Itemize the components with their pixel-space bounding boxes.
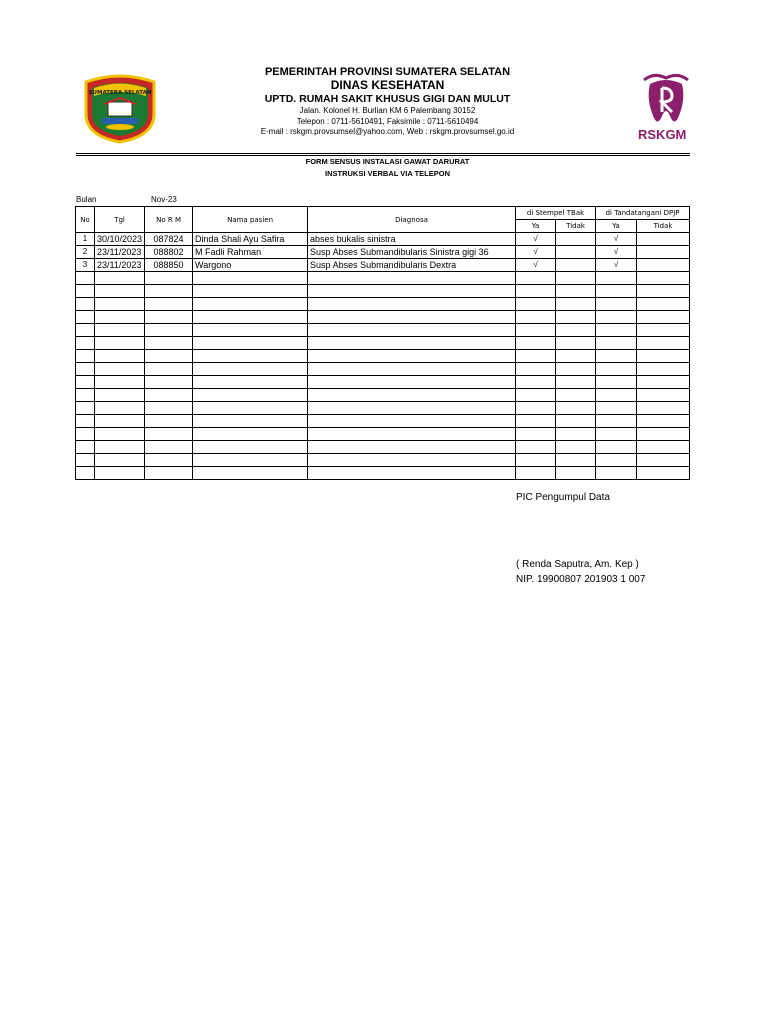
cell-tgl xyxy=(95,311,145,324)
cell-nama: M Fadli Rahman xyxy=(193,246,308,259)
cell-diagnosa xyxy=(308,272,516,285)
cell-rm: 088802 xyxy=(145,246,193,259)
cell-stempel-ya xyxy=(516,389,556,402)
cell-stempel-tidak xyxy=(556,272,596,285)
header-dpjp-tidak: Tidak xyxy=(637,220,690,233)
empty-table-row xyxy=(76,350,690,363)
cell-diagnosa xyxy=(308,454,516,467)
cell-stempel-tidak xyxy=(556,350,596,363)
cell-dpjp-tidak xyxy=(637,311,690,324)
cell-dpjp-tidak xyxy=(637,428,690,441)
header-no-rm: No R M xyxy=(145,207,193,233)
cell-tgl xyxy=(95,402,145,415)
cell-rm xyxy=(145,298,193,311)
cell-no: 3 xyxy=(76,259,95,272)
hospital-address: Jalan. Kolonel H. Burlian KM 6 Palembang 30152 xyxy=(299,106,476,115)
cell-diagnosa xyxy=(308,285,516,298)
form-title: FORM SENSUS INSTALASI GAWAT DARURAT xyxy=(305,157,470,166)
cell-nama: Dinda Shali Ayu Safira xyxy=(193,233,308,246)
table-row xyxy=(76,259,690,272)
cell-nama xyxy=(193,350,308,363)
cell-nama xyxy=(193,441,308,454)
cell-diagnosa xyxy=(308,467,516,480)
header-stempel-group: di Stempel TBak xyxy=(516,207,596,220)
cell-dpjp-tidak xyxy=(637,324,690,337)
cell-stempel-tidak xyxy=(556,402,596,415)
cell-dpjp-ya: √ xyxy=(596,259,637,272)
empty-table-row xyxy=(76,441,690,454)
table-row xyxy=(76,246,690,259)
cell-rm xyxy=(145,311,193,324)
cell-diagnosa xyxy=(308,441,516,454)
cell-rm xyxy=(145,285,193,298)
cell-nama xyxy=(193,363,308,376)
cell-stempel-ya xyxy=(516,363,556,376)
cell-stempel-ya xyxy=(516,415,556,428)
cell-nama xyxy=(193,415,308,428)
cell-nama xyxy=(193,454,308,467)
header-tgl: Tgl xyxy=(95,207,145,233)
cell-no xyxy=(76,350,95,363)
cell-dpjp-tidak xyxy=(637,376,690,389)
cell-stempel-tidak xyxy=(556,285,596,298)
cell-stempel-ya xyxy=(516,337,556,350)
empty-table-row xyxy=(76,311,690,324)
cell-diagnosa: Susp Abses Submandibularis Dextra xyxy=(308,259,516,272)
government-name: PEMERINTAH PROVINSI SUMATERA SELATAN xyxy=(264,66,511,78)
cell-no xyxy=(76,324,95,337)
cell-nama xyxy=(193,298,308,311)
cell-no xyxy=(76,285,95,298)
cell-no xyxy=(76,363,95,376)
cell-tgl xyxy=(95,363,145,376)
cell-nama xyxy=(193,389,308,402)
form-subtitle: INSTRUKSI VERBAL VIA TELEPON xyxy=(324,169,450,178)
cell-dpjp-ya xyxy=(596,428,637,441)
cell-nama xyxy=(193,467,308,480)
cell-dpjp-tidak xyxy=(637,415,690,428)
header-dpjp-ya: Ya xyxy=(596,220,637,233)
department-name: DINAS KESEHATAN xyxy=(330,78,445,92)
cell-nama xyxy=(193,376,308,389)
cell-nama xyxy=(193,311,308,324)
cell-tgl xyxy=(95,389,145,402)
cell-rm xyxy=(145,415,193,428)
cell-stempel-ya xyxy=(516,272,556,285)
cell-stempel-tidak xyxy=(556,376,596,389)
cell-nama xyxy=(193,272,308,285)
cell-stempel-ya xyxy=(516,285,556,298)
cell-stempel-ya xyxy=(516,311,556,324)
cell-tgl xyxy=(95,415,145,428)
cell-rm: 087824 xyxy=(145,233,193,246)
cell-nama xyxy=(193,402,308,415)
cell-no xyxy=(76,402,95,415)
cell-dpjp-tidak xyxy=(637,467,690,480)
cell-stempel-ya xyxy=(516,298,556,311)
cell-diagnosa xyxy=(308,350,516,363)
cell-nama xyxy=(193,428,308,441)
svg-text:SUMATERA SELATAN: SUMATERA SELATAN xyxy=(88,90,152,96)
province-emblem-logo xyxy=(80,74,160,144)
cell-no xyxy=(76,454,95,467)
cell-stempel-ya xyxy=(516,454,556,467)
month-value: Nov-23 xyxy=(151,195,177,204)
cell-dpjp-tidak xyxy=(637,389,690,402)
cell-tgl xyxy=(95,337,145,350)
cell-rm xyxy=(145,337,193,350)
cell-diagnosa xyxy=(308,324,516,337)
cell-stempel-ya xyxy=(516,467,556,480)
empty-table-row xyxy=(76,415,690,428)
cell-rm xyxy=(145,441,193,454)
header-nama-pasien: Nama pasien xyxy=(193,207,308,233)
cell-rm xyxy=(145,272,193,285)
cell-rm xyxy=(145,428,193,441)
empty-table-row xyxy=(76,428,690,441)
header-diagnosa: Diagnosa xyxy=(308,207,516,233)
cell-no xyxy=(76,389,95,402)
cell-diagnosa xyxy=(308,415,516,428)
cell-diagnosa xyxy=(308,402,516,415)
signature-label: PIC Pengumpul Data xyxy=(516,492,610,503)
empty-table-row xyxy=(76,337,690,350)
rskgm-logo-text: RSKGM xyxy=(638,127,687,142)
cell-stempel-tidak xyxy=(556,363,596,376)
empty-table-row xyxy=(76,298,690,311)
cell-dpjp-tidak xyxy=(637,441,690,454)
cell-tgl xyxy=(95,376,145,389)
cell-stempel-tidak xyxy=(556,467,596,480)
cell-diagnosa xyxy=(308,376,516,389)
empty-table-row xyxy=(76,454,690,467)
cell-stempel-ya xyxy=(516,376,556,389)
cell-diagnosa xyxy=(308,298,516,311)
cell-rm: 088850 xyxy=(145,259,193,272)
empty-table-row xyxy=(76,272,690,285)
hospital-unit-name: UPTD. RUMAH SAKIT KHUSUS GIGI DAN MULUT xyxy=(264,93,511,105)
cell-dpjp-tidak xyxy=(637,259,690,272)
cell-dpjp-ya xyxy=(596,376,637,389)
cell-dpjp-ya xyxy=(596,337,637,350)
cell-dpjp-ya xyxy=(596,389,637,402)
month-label: Bulan xyxy=(76,195,97,204)
cell-dpjp-ya xyxy=(596,324,637,337)
cell-dpjp-tidak xyxy=(637,454,690,467)
hospital-phone: Telepon : 0711-5610491, Faksimile : 0711-5610494 xyxy=(296,117,479,126)
cell-rm xyxy=(145,402,193,415)
cell-tgl: 30/10/2023 xyxy=(95,233,145,246)
cell-stempel-tidak xyxy=(556,428,596,441)
empty-table-row xyxy=(76,402,690,415)
cell-diagnosa xyxy=(308,363,516,376)
cell-stempel-ya: √ xyxy=(516,246,556,259)
cell-tgl: 23/11/2023 xyxy=(95,246,145,259)
cell-dpjp-ya xyxy=(596,454,637,467)
cell-dpjp-ya xyxy=(596,285,637,298)
cell-diagnosa xyxy=(308,389,516,402)
cell-no: 2 xyxy=(76,246,95,259)
empty-table-row xyxy=(76,389,690,402)
cell-diagnosa xyxy=(308,428,516,441)
cell-rm xyxy=(145,454,193,467)
cell-stempel-tidak xyxy=(556,311,596,324)
cell-dpjp-tidak xyxy=(637,272,690,285)
cell-stempel-tidak xyxy=(556,298,596,311)
header-dpjp-group: di Tandatangani DPJP xyxy=(596,207,690,220)
cell-no xyxy=(76,441,95,454)
cell-dpjp-ya: √ xyxy=(596,246,637,259)
rskgm-logo xyxy=(636,72,696,147)
cell-stempel-ya xyxy=(516,441,556,454)
cell-tgl xyxy=(95,324,145,337)
cell-stempel-ya: √ xyxy=(516,233,556,246)
cell-no xyxy=(76,311,95,324)
cell-dpjp-tidak xyxy=(637,233,690,246)
empty-table-row xyxy=(76,324,690,337)
cell-diagnosa: abses bukalis sinistra xyxy=(308,233,516,246)
cell-stempel-tidak xyxy=(556,233,596,246)
cell-dpjp-ya xyxy=(596,298,637,311)
cell-no xyxy=(76,376,95,389)
cell-stempel-tidak xyxy=(556,259,596,272)
cell-dpjp-tidak xyxy=(637,246,690,259)
empty-rows-group xyxy=(76,272,690,480)
cell-diagnosa xyxy=(308,311,516,324)
cell-tgl xyxy=(95,298,145,311)
header-stempel-ya: Ya xyxy=(516,220,556,233)
cell-nama xyxy=(193,337,308,350)
cell-stempel-ya: √ xyxy=(516,259,556,272)
cell-tgl: 23/11/2023 xyxy=(95,259,145,272)
cell-no xyxy=(76,415,95,428)
cell-rm xyxy=(145,389,193,402)
cell-dpjp-ya xyxy=(596,350,637,363)
cell-dpjp-ya: √ xyxy=(596,233,637,246)
cell-no xyxy=(76,272,95,285)
empty-table-row xyxy=(76,376,690,389)
table-row xyxy=(76,233,690,246)
cell-stempel-tidak xyxy=(556,337,596,350)
cell-stempel-ya xyxy=(516,428,556,441)
cell-tgl xyxy=(95,285,145,298)
cell-dpjp-tidak xyxy=(637,350,690,363)
cell-tgl xyxy=(95,454,145,467)
header-divider-secondary xyxy=(76,155,690,156)
empty-table-row xyxy=(76,363,690,376)
empty-table-row xyxy=(76,467,690,480)
cell-dpjp-tidak xyxy=(637,402,690,415)
cell-no xyxy=(76,467,95,480)
cell-rm xyxy=(145,363,193,376)
cell-no xyxy=(76,428,95,441)
cell-dpjp-tidak xyxy=(637,337,690,350)
cell-tgl xyxy=(95,272,145,285)
hospital-email-web: E-mail : rskgm.provsumsel@yahoo.com, Web : rskgm.provsumsel.go.id xyxy=(260,127,515,136)
header-divider xyxy=(76,153,690,154)
cell-no: 1 xyxy=(76,233,95,246)
cell-rm xyxy=(145,467,193,480)
cell-nama: Wargono xyxy=(193,259,308,272)
empty-table-row xyxy=(76,285,690,298)
cell-dpjp-ya xyxy=(596,415,637,428)
cell-dpjp-tidak xyxy=(637,363,690,376)
census-table xyxy=(75,206,690,480)
cell-nama xyxy=(193,285,308,298)
cell-tgl xyxy=(95,441,145,454)
cell-diagnosa xyxy=(308,337,516,350)
cell-stempel-tidak xyxy=(556,415,596,428)
cell-dpjp-ya xyxy=(596,311,637,324)
signature-name: ( Renda Saputra, Am. Kep ) xyxy=(516,559,639,570)
cell-tgl xyxy=(95,350,145,363)
cell-rm xyxy=(145,350,193,363)
cell-dpjp-ya xyxy=(596,441,637,454)
cell-dpjp-ya xyxy=(596,272,637,285)
cell-dpjp-ya xyxy=(596,363,637,376)
cell-rm xyxy=(145,324,193,337)
cell-no xyxy=(76,298,95,311)
cell-stempel-ya xyxy=(516,402,556,415)
cell-stempel-ya xyxy=(516,350,556,363)
table-header-row xyxy=(76,207,690,220)
cell-dpjp-tidak xyxy=(637,298,690,311)
cell-tgl xyxy=(95,467,145,480)
header-no: No xyxy=(76,207,95,233)
cell-dpjp-ya xyxy=(596,467,637,480)
header-stempel-tidak: Tidak xyxy=(556,220,596,233)
cell-tgl xyxy=(95,428,145,441)
cell-dpjp-ya xyxy=(596,402,637,415)
cell-stempel-tidak xyxy=(556,441,596,454)
cell-no xyxy=(76,337,95,350)
cell-rm xyxy=(145,376,193,389)
cell-stempel-tidak xyxy=(556,246,596,259)
cell-stempel-tidak xyxy=(556,454,596,467)
cell-stempel-ya xyxy=(516,324,556,337)
signature-nip: NIP. 19900807 201903 1 007 xyxy=(516,574,646,585)
cell-dpjp-tidak xyxy=(637,285,690,298)
cell-diagnosa: Susp Abses Submandibularis Sinistra gigi 36 xyxy=(308,246,516,259)
cell-nama xyxy=(193,324,308,337)
cell-stempel-tidak xyxy=(556,389,596,402)
cell-stempel-tidak xyxy=(556,324,596,337)
